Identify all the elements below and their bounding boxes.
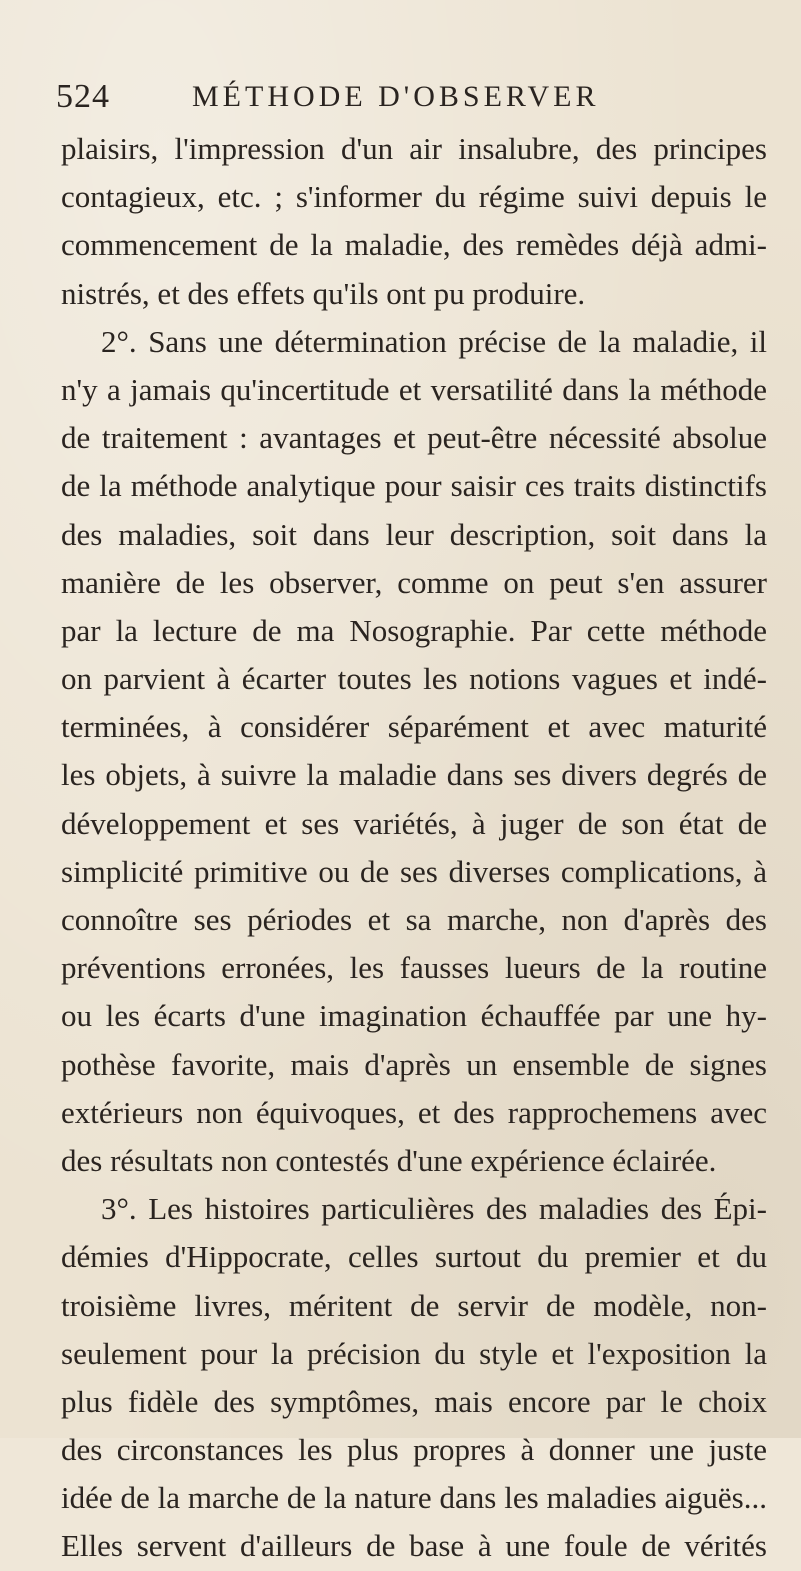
body-text — [61, 125, 767, 1571]
text-line: extérieurs non équivoques, et des rapprochemens avec — [61, 1094, 767, 1130]
text-line: préventions erronées, les fausses lueurs de la routine — [61, 950, 767, 986]
text-line: plaisirs, l'impression d'un air insalubre, des principes — [61, 131, 767, 166]
text-line: de la méthode analytique pour saisir ces traits distinctifs — [61, 468, 767, 504]
text-line: de traitement : avantages et peut-être nécessité absolue — [61, 420, 767, 456]
text-line: 3°. Les histoires particulières des maladies des Épi- — [101, 1191, 767, 1227]
text-line: pothèse favorite, mais d'après un ensemble de signes — [61, 1046, 767, 1082]
text-line: plus fidèle des symptômes, mais encore par le choix — [61, 1383, 767, 1419]
text-line: Elles servent d'ailleurs de base à une foule de vérités — [61, 1528, 767, 1564]
text-line: simplicité primitive ou de ses diverses complications, à — [61, 853, 767, 889]
text-line: commencement de la maladie, des remèdes déjà admi- — [61, 227, 767, 263]
text-line: des résultats non contestés d'une expérience éclairée. — [61, 1142, 717, 1178]
running-head: MÉTHODE D'OBSERVER — [192, 80, 600, 113]
text-line: 2°. Sans une détermination précise de la maladie, il — [101, 323, 767, 359]
text-line: contagieux, etc. ; s'informer du régime suivi depuis le — [61, 179, 767, 215]
text-line: nistrés, et des effets qu'ils ont pu produire. — [61, 275, 586, 311]
text-line: des maladies, soit dans leur description, soit dans la — [61, 516, 767, 552]
text-line: terminées, à considérer séparément et avec maturité — [61, 709, 767, 745]
text-line: manière de les observer, comme on peut s'en assurer — [61, 564, 767, 600]
text-line: par la lecture de ma Nosographie. Par cette méthode — [61, 612, 767, 648]
text-line: les objets, à suivre la maladie dans ses divers degrés de — [61, 757, 767, 793]
page-header — [56, 78, 756, 122]
page-number: 524 — [56, 78, 110, 115]
text-line: connoître ses périodes et sa marche, non d'après des — [61, 902, 767, 937]
text-line: développement et ses variétés, à juger de son état de — [61, 805, 767, 841]
text-line: n'y a jamais qu'incertitude et versatilité dans la méthode — [61, 371, 767, 407]
text-line: troisième livres, méritent de servir de modèle, non- — [61, 1287, 767, 1323]
text-line: démies d'Hippocrate, celles surtout du premier et du — [61, 1239, 767, 1275]
text-line: des circonstances les plus propres à donner une juste — [61, 1432, 767, 1468]
text-line: on parvient à écarter toutes les notions vagues et indé- — [61, 661, 767, 697]
text-line: ou les écarts d'une imagination échauffée par une hy- — [61, 998, 767, 1034]
text-line: seulement pour la précision du style et l'exposition la — [61, 1335, 767, 1371]
text-line: idée de la marche de la nature dans les maladies aiguës... — [61, 1480, 767, 1516]
